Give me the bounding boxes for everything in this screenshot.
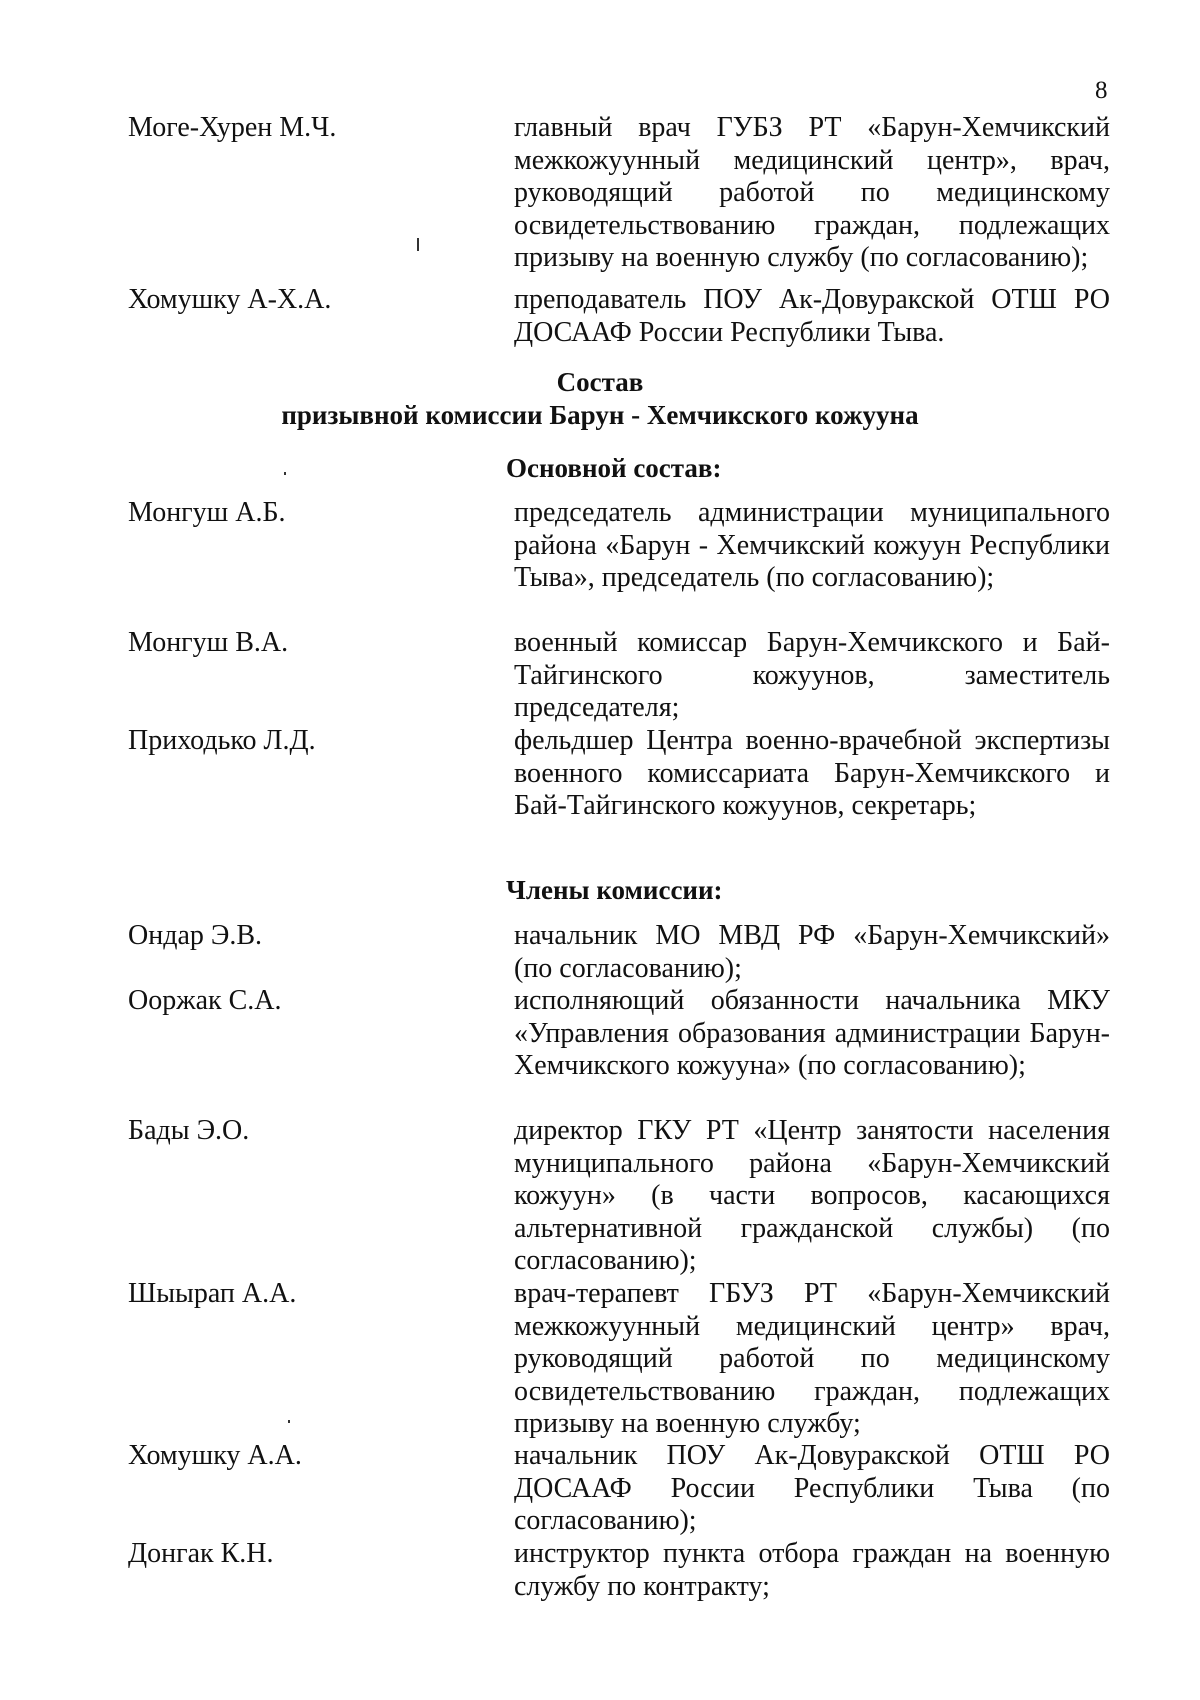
member-position: директор ГКУ РТ «Центр занятости населения муниципального района «Барун-Хемчикский кожуун» (в части вопросов, касающихся альтернативной гражданской службы) (по согласованию); [514, 1115, 1110, 1276]
member-name: Монгуш В.А. [128, 627, 289, 658]
page-number: 8 [1095, 77, 1108, 104]
member-name: Ооржак С.А. [128, 985, 282, 1016]
member-name: Шыырап А.А. [128, 1278, 297, 1309]
member-name: Ондар Э.В. [128, 920, 263, 951]
member-position: начальник МО МВД РФ «Барун-Хемчикский» (по согласованию); [514, 920, 1110, 984]
section-subtitle: призывной комиссии Барун - Хемчикского кожууна [281, 400, 919, 430]
member-position: военный комиссар Барун-Хемчикского и Бай-Тайгинского кожуунов, заместитель председателя; [514, 627, 1110, 723]
scan-artifact [288, 1420, 290, 1423]
member-position: фельдшер Центра военно-врачебной экспертизы военного комиссариата Барун-Хемчикского и Бай-Тайгинского кожуунов, секретарь; [514, 725, 1110, 821]
member-name: Бады Э.О. [128, 1115, 250, 1146]
member-position: начальник ПОУ Ак-Довуракской ОТШ РО ДОСААФ России Республики Тыва (по согласованию); [514, 1440, 1110, 1536]
member-name: Приходько Л.Д. [128, 725, 316, 756]
member-position: инструктор пункта отбора граждан на военную службу по контракту; [514, 1538, 1110, 1602]
member-name: Хомушку А-Х.А. [128, 284, 332, 315]
member-position: председатель администрации муниципального района «Барун - Хемчикский кожуун Республики Тыва», председатель (по согласованию); [514, 497, 1110, 593]
member-position: преподаватель ПОУ Ак-Довуракской ОТШ РО ДОСААФ России Республики Тыва. [514, 284, 1110, 348]
section-title: Состав [556, 367, 644, 397]
member-name: Монгуш А.Б. [128, 497, 286, 528]
member-name: Моге-Хурен М.Ч. [128, 112, 337, 143]
member-position: исполняющий обязанности начальника МКУ «Управления образования администрации Барун-Хемчикского кожууна» (по согласованию); [514, 985, 1110, 1081]
member-name: Донгак К.Н. [128, 1538, 274, 1569]
scan-artifact [417, 238, 419, 251]
scan-artifact [284, 472, 286, 475]
members-heading: Члены комиссии: [506, 875, 723, 905]
member-position: врач-терапевт ГБУЗ РТ «Барун-Хемчикский межкожуунный медицинский центр» врач, руководящий работой по медицинскому освидетельствованию граждан, подлежащих призыву на военную службу; [514, 1278, 1110, 1439]
member-position: главный врач ГУБЗ РТ «Барун-Хемчикский межкожуунный медицинский центр», врач, руководящий работой по медицинскому освидетельствованию граждан, подлежащих призыву на военную службу (по согласованию); [514, 112, 1110, 273]
member-name: Хомушку А.А. [128, 1440, 302, 1471]
main-composition-heading: Основной состав: [506, 453, 722, 483]
